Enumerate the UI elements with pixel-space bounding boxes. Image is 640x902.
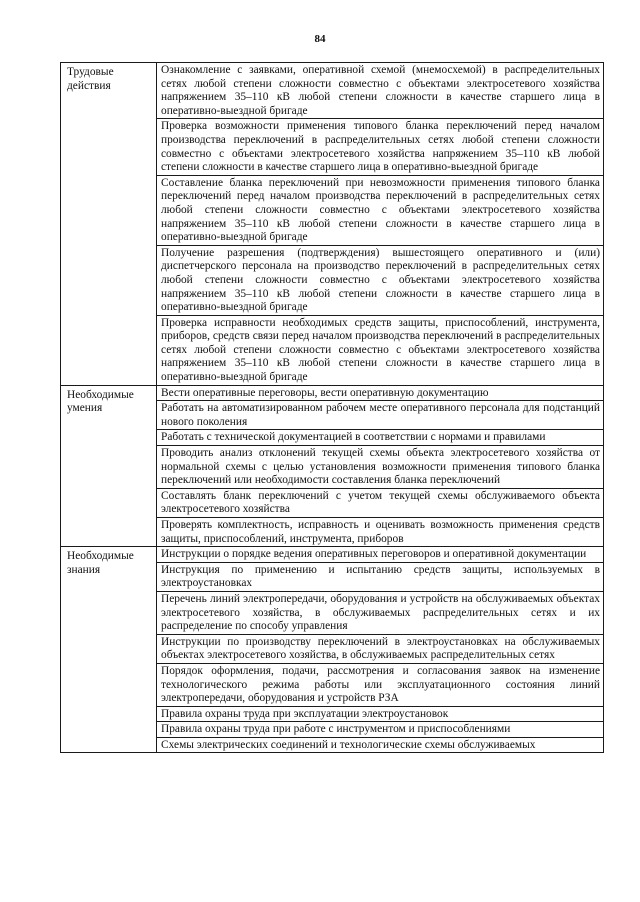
section-label-cell (61, 385, 157, 547)
list-item: Проверка возможности применения типового бланка переключений перед началом производства переключений в распределительных сетях любой степени сложности совместно с объектами электросетевого хозяйства напряжением 35–110 кВ любой степени сложности в качестве старшего лица в оперативно-выездной бригаде (157, 118, 603, 174)
competency-table (60, 62, 604, 753)
list-item: Работать на автоматизированном рабочем месте оперативного персонала для подстанций нового поколения (157, 400, 603, 429)
list-item: Инструкции о порядке ведения оперативных переговоров и оперативной документации (161, 548, 587, 561)
section-items-cell (157, 63, 604, 386)
section-items-cell (157, 547, 604, 753)
list-item: Составление бланка переключений при невозможности применения типового бланка переключений перед началом производства переключений в распределительных сетях любой степени сложности совместно с объектами электросетевого хозяйства напряжением 35–110 кВ любой степени сложности в качестве старшего лица в оперативно-выездной бригаде (157, 175, 603, 245)
section-items-cell (157, 385, 604, 547)
list-item: Порядок оформления, подачи, рассмотрения и согласования заявок на изменение технологического режима работы или эксплуатационного состояния линий электропередачи, оборудования и устройств РЗА (157, 663, 603, 706)
section-label-cell (61, 63, 157, 386)
list-item: Составлять бланк переключений с учетом текущей схемы обслуживаемого объекта электросетевого хозяйства (157, 488, 603, 517)
list-item: Правила охраны труда при работе с инструментом и приспособлениями (157, 721, 603, 737)
list-item: Проверять комплектность, исправность и оценивать возможность применения средств защиты, приспособлений, инструмента, приборов (157, 517, 603, 546)
list-item: Перечень линий электропередачи, оборудования и устройств на обслуживаемых объектах электросетевого хозяйства, в обслуживаемых распределительных сетях и их распределение по способу управления (157, 591, 603, 634)
section-row-labor-actions (61, 63, 604, 386)
section-label: Необходимые умения (67, 388, 134, 415)
section-row-required-skills (61, 385, 604, 547)
section-label-cell (61, 547, 157, 753)
section-row-required-knowledge (61, 547, 604, 753)
list-item: Схемы электрических соединений и технологические схемы обслуживаемых (157, 737, 603, 752)
list-item: Работать с технической документацией в соответствии с нормами и правилами (157, 429, 603, 445)
list-item: Вести оперативные переговоры, вести оперативную документацию (161, 386, 489, 399)
list-item: Проводить анализ отклонений текущей схемы объекта электросетевого хозяйства от нормальной схемы с целью установления возможности применения типового бланка переключений или необходимости составления бланка переключений (157, 445, 603, 488)
section-label: Трудовые действия (67, 66, 114, 92)
list-item: Проверка исправности необходимых средств защиты, приспособлений, инструмента, приборов, средств связи перед началом производства переключений в распределительных сетях любой степени сложности совместно с объектами электросетевого хозяйства напряжением 35–110 кВ любой степени сложности в качестве старшего лица в оперативно-выездной бригаде (157, 315, 603, 385)
list-item: Инструкция по применению и испытанию средств защиты, используемых в электроустановках (157, 562, 603, 591)
list-item: Правила охраны труда при эксплуатации электроустановок (157, 706, 603, 722)
list-item: Инструкции по производству переключений в электроустановках на обслуживаемых объектах электросетевого хозяйства, в обслуживаемых распределительных сетях (157, 634, 603, 663)
list-item: Ознакомление с заявками, оперативной схемой (мнемосхемой) в распределительных сетях любой степени сложности совместно с объектами электросетевого хозяйства напряжением 35–110 кВ любой степени сложности в качестве старшего лица в оперативно-выездной бригаде (161, 64, 600, 117)
page-number: 84 (314, 33, 326, 45)
list-item: Получение разрешения (подтверждения) вышестоящего оперативного и (или) диспетчерского персонала на производство переключений в распределительных сетях любой степени сложности совместно с объектами электросетевого хозяйства напряжением 35–110 кВ любой степени сложности в качестве старшего лица в оперативно-выездной бригаде (157, 245, 603, 315)
section-label: Необходимые знания (67, 550, 134, 576)
